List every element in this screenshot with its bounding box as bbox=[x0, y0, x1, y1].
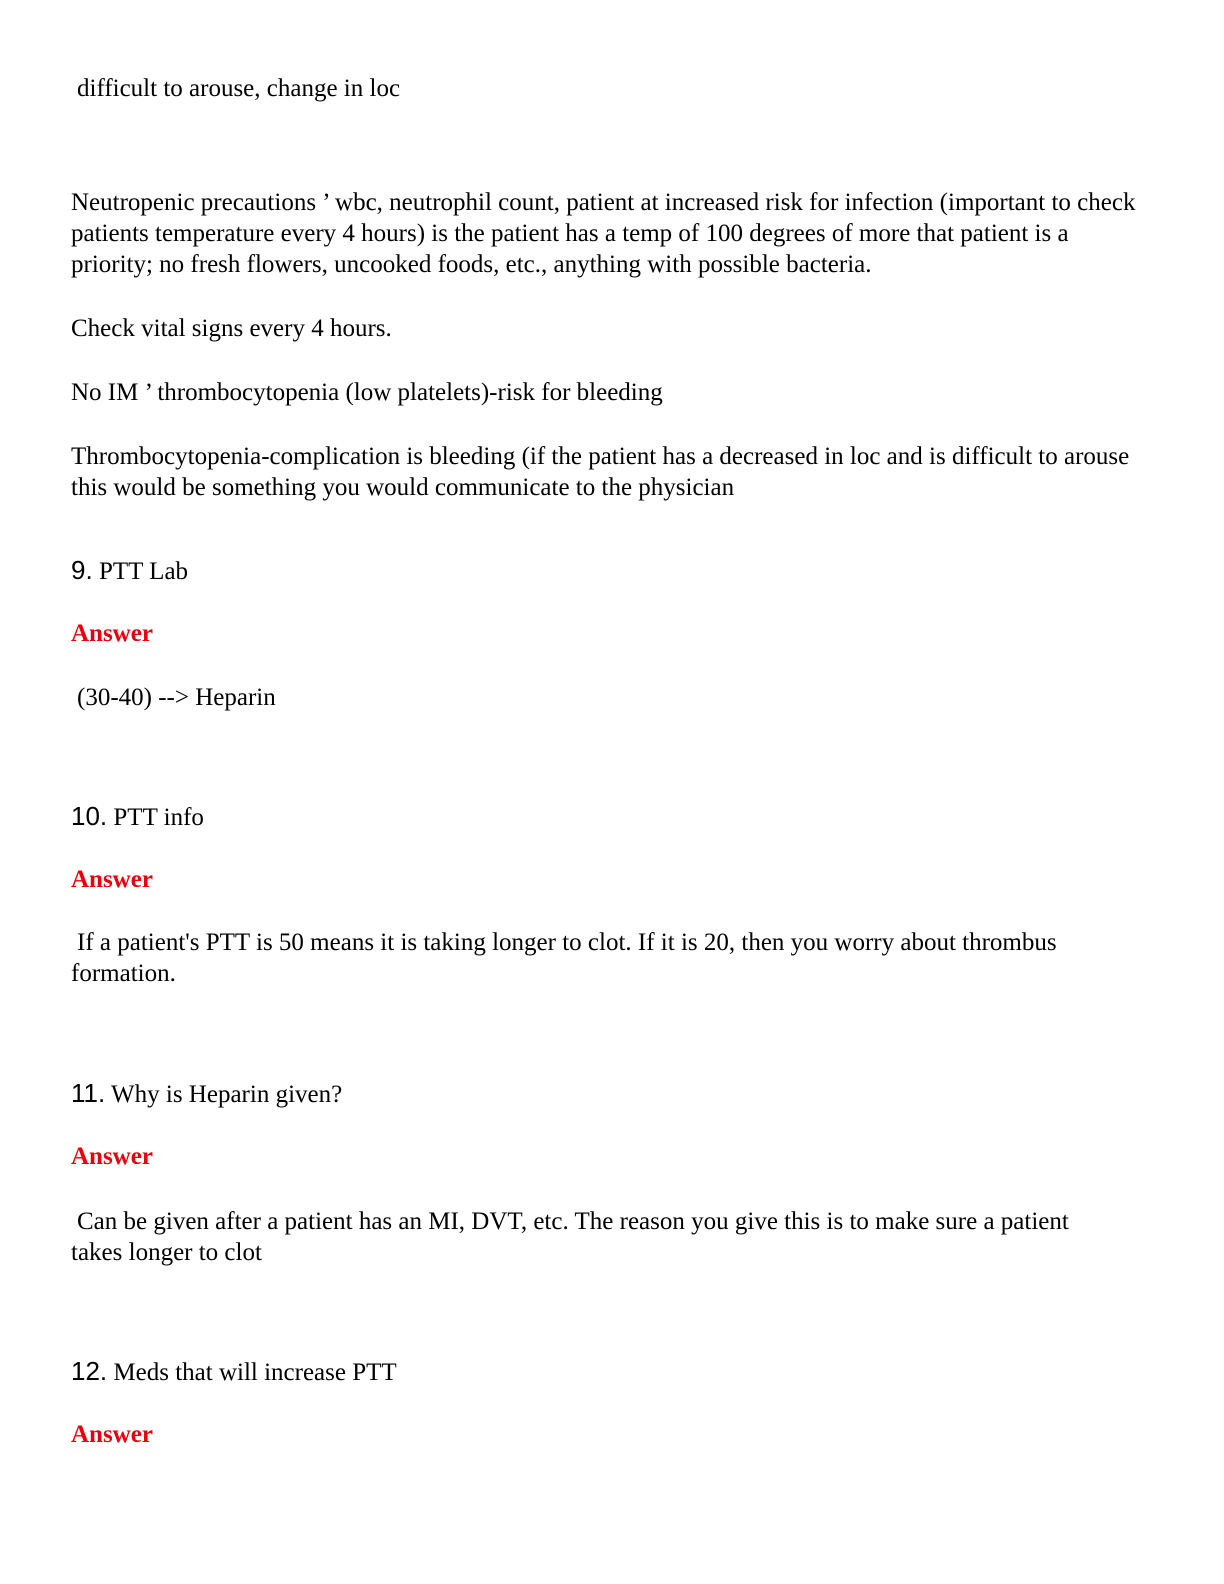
answer-text: If a patient's PTT is 50 means it is taking longer to clot. If it is 20, then you worry about thrombus formation. bbox=[71, 929, 1057, 987]
question-text: Meds that will increase PTT bbox=[113, 1359, 397, 1386]
question-11 bbox=[71, 1078, 342, 1110]
question-text: PTT info bbox=[113, 804, 204, 831]
vital-signs-paragraph: Check vital signs every 4 hours. bbox=[71, 315, 392, 342]
neutropenic-precautions-paragraph: Neutropenic precautions ’ wbc, neutrophil count, patient at increased risk for infection (important to check patients temperature every 4 hours) is the patient has a temp of 100 degrees of more that patient is a priority; no fresh flowers, uncooked foods, etc., anything with possible bacteria. bbox=[71, 189, 1136, 278]
question-number: 12. bbox=[71, 1356, 108, 1386]
answer-text: Can be given after a patient has an MI, DVT, etc. The reason you give this is to make sure a patient takes longer to clot bbox=[71, 1208, 1069, 1266]
question-number: 9. bbox=[71, 555, 93, 585]
question-10 bbox=[71, 801, 204, 833]
question-number: 10. bbox=[71, 801, 108, 831]
loc-note: difficult to arouse, change in loc bbox=[77, 75, 401, 102]
answer-label: Answer bbox=[71, 620, 153, 647]
question-text: PTT Lab bbox=[98, 558, 189, 585]
no-im-paragraph: No IM ’ thrombocytopenia (low platelets)-risk for bleeding bbox=[71, 379, 663, 406]
thrombocytopenia-paragraph: Thrombocytopenia-complication is bleeding (if the patient has a decreased in loc and is difficult to arouse this would be something you would communicate to the physician bbox=[71, 443, 1130, 501]
question-9 bbox=[71, 555, 188, 587]
question-12 bbox=[71, 1356, 397, 1388]
answer-label: Answer bbox=[71, 1421, 153, 1448]
question-text: Why is Heparin given? bbox=[111, 1081, 343, 1108]
answer-label: Answer bbox=[71, 1143, 153, 1170]
answer-label: Answer bbox=[71, 866, 153, 893]
question-number: 11. bbox=[71, 1078, 106, 1108]
answer-text: (30-40) --> Heparin bbox=[77, 684, 276, 711]
